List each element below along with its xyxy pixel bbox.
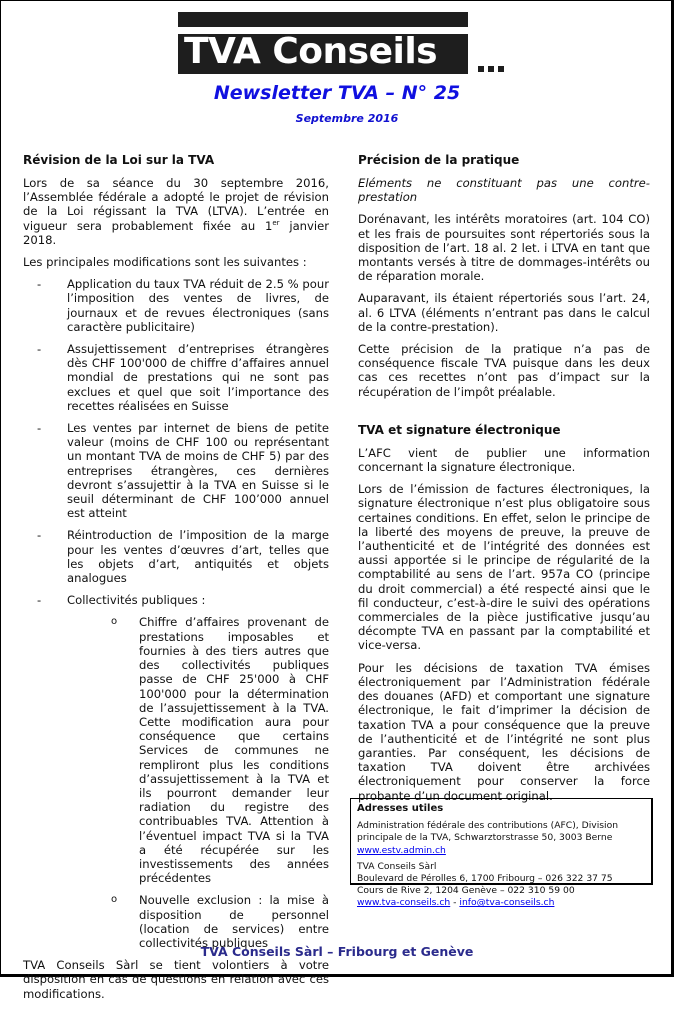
sublist-item-text: Chiffre d’affaires provenant de prestations imposables et fournies à des tiers autres que des collectivités publiques passe de CHF 25'000 à CHF 100'000 pour la détermination de l’assujettissement à la TVA. Cette modification aura pour conséquence que certains Services de communes ne rempliront plus les conditions d’assujettissement à la TVA et ils pourront demander leur radiation du registre des contribuables TVA. Attention à l’éventuel impact TVA si la TVA a été récupérée sur les investissements des années précédentes [139,615,329,886]
closing-paragraph: TVA Conseils Sàrl se tient volontiers à votre disposition en cas de questions en relation avec ces modifications. [23,958,329,1001]
useful-addresses-box [350,798,653,909]
list-item-text: Assujettissement d’entreprises étrangères dès CHF 100'000 de chiffre d’affaires annuel mondial de prestations qui ne sont pas exclues et quel que soit l’importance des recettes réalisées en Suisse [67,342,329,413]
afc-website-link[interactable]: www.estv.admin.ch [357,844,446,856]
logo-dots-icon [478,66,504,72]
geneve-address: Cours de Rive 2, 1204 Genève – 022 310 59 00 [357,885,575,897]
spacer [358,407,650,423]
intro-text-end: janvier 2018. [23,218,330,247]
list-item-text: Application du taux TVA réduit de 2.5 % pour l’imposition des ventes de livres, de journaux et de revues électroniques (sans caractère publicitaire) [67,277,329,334]
paragraph: L’AFC vient de publier une information concernant la signature électronique. [358,445,650,475]
company-name: TVA Conseils Sàrl [357,860,437,872]
paragraph: Dorénavant, les intérêts moratoires (art. 104 CO) et les frais de poursuites sont répertoriés sous la disposition de l’art. 18 al. 2 let. i LTVA en tant que montants versés à titre de dommages-intérêts ou de réparation morale. [358,212,650,284]
paragraph: Lors de l’émission de factures électroniques, la signature électronique n’est plus obligatoire sous certaines conditions. En effet, selon le principe de la liberté des moyens de preuve, la preuve de l’authenticité et de l’intégrité des données est aussi apportée si le principe de régularité de la comptabilité au sens de l’art. 957a CO (principe du droit commercial) a été respecté ainsi que le fil conducteur, c’est-à-dire le suivi des opérations commerciales de la pièce justificative jusqu’au décompte TVA en passant par la comptabilité et vice-versa. [358,482,650,653]
list-item [23,277,329,334]
section-heading-signature: TVA et signature électronique [358,422,561,437]
company-address [357,861,645,910]
dash-bullet-icon: - [37,528,42,543]
paragraph: Auparavant, ils étaient répertoriés sous l’art. 24, al. 6 LTVA (éléments n’entrant pas dans le calcul de la contre-prestation). [358,291,650,334]
sublist-item-text: Nouvelle exclusion : la mise à disposition de personnel (location de services) entre collectivités publiques [139,893,329,950]
intro-superscript: er [272,218,280,227]
logo-text: TVA Conseils [184,31,438,72]
modifications-list [23,277,329,950]
link-separator: - [450,897,460,909]
afc-address-text: Administration fédérale des contributions (AFC), Division principale de la TVA, Schwarztorstrasse 50, 3003 Berne [357,820,619,844]
left-column [23,153,329,1009]
list-item [23,528,329,585]
list-item [23,421,329,520]
fribourg-address: Boulevard de Pérolles 6, 1700 Fribourg – 026 322 37 75 [357,873,613,885]
tva-conseils-logo [178,12,468,74]
list-item-text: Réintroduction de l’imposition de la marge pour les ventes d’œuvres d’art, telles que les objets d’art, antiquités et objets analogues [67,528,329,586]
sublist-item [23,615,329,885]
company-website-link[interactable]: www.tva-conseils.ch [357,897,451,909]
footer: TVA Conseils Sàrl – Fribourg et Genève [200,944,474,959]
section-heading-revision: Révision de la Loi sur la TVA [23,153,215,167]
list-item-text: Les ventes par internet de biens de petite valeur (moins de CHF 100 ou représentant un montant TVA de moins de CHF 5) par des entreprises étrangères, ces dernières devront s’assujettir à la TVA en Suisse si le seuil déterminant de CHF 100’000 annuel est atteint [67,421,329,521]
afc-address [357,820,645,857]
list-intro: Les principales modifications sont les suivantes : [23,255,307,270]
right-column [358,153,650,811]
intro-paragraph [23,176,329,247]
addresses-heading: Adresses utiles [357,803,444,814]
section-heading-precision: Précision de la pratique [358,153,520,167]
dash-bullet-icon: - [37,421,42,436]
newsletter-title: Newsletter TVA – N° 25 [213,82,461,104]
paragraph: Cette précision de la pratique n’a pas de conséquence fiscale TVA puisque dans les deux cas ces recettes n’ont pas d’impact sur la récupération de l’impôt préalable. [358,342,650,399]
dash-bullet-icon: - [37,277,42,292]
paragraph: Pour les décisions de taxation TVA émises électroniquement par l’Administration fédérale des douanes (AFD) et comportant une signature électronique, le fait d’imprimer la décision de taxation TVA a pour conséquence que la preuve de l’authenticité et de l’intégrité ne sont plus garanties. Par conséquent, les décisions de taxation TVA doivent être archivées électroniquement pour conserver la force probante d’un document original. [358,660,650,803]
list-item [23,593,329,950]
sublist-item [23,893,329,950]
list-item [23,342,329,413]
section-subheading: Eléments ne constituant pas une contre-prestation [358,176,650,205]
logo-bar-top [178,12,468,27]
dash-bullet-icon: - [37,593,42,608]
dash-bullet-icon: - [37,342,42,357]
intro-text: Lors de sa séance du 30 septembre 2016, l’Assemblée fédérale a adopté le projet de révision de la Loi régissant la TVA (LTVA). L’entrée en vigueur sera probablement fixée au 1 [23,176,329,233]
list-item-text: Collectivités publiques : [67,593,206,608]
company-email-link[interactable]: info@tva-conseils.ch [459,897,555,909]
newsletter-date: Septembre 2016 [295,112,399,125]
collectivites-sublist [67,615,329,950]
circle-bullet-icon: o [111,894,118,906]
circle-bullet-icon: o [111,616,118,628]
